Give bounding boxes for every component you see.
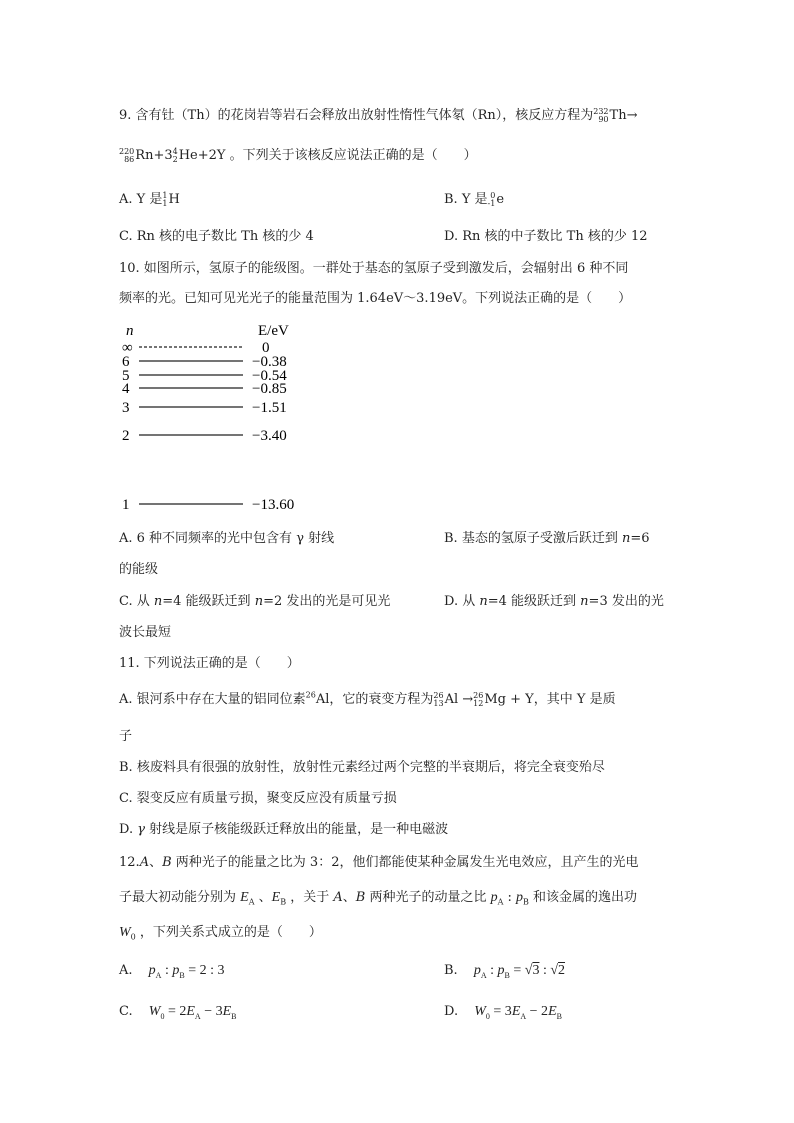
q12-stem-text: 两种光子的能量之比为 3：2，他们都能使某种金属发生光电效应，且产生的光电 xyxy=(171,855,639,870)
energy-levels xyxy=(122,340,294,513)
q9-option-b xyxy=(444,191,504,209)
q10-line2: 频率的光。已知可见光光子的能量范围为 1.64eV～3.19eV。下列说法正确的是（ ） xyxy=(119,291,632,306)
q12-d-w0-sub: 0 xyxy=(485,1011,490,1021)
q9-option-a-label: A. Y 是 xyxy=(119,192,163,207)
q12-option-b xyxy=(444,962,565,980)
al-symbol: Al xyxy=(315,692,330,707)
level-energy-label: −3.40 xyxy=(252,428,287,444)
q10-option-d-pre: D. 从 xyxy=(444,594,480,609)
w0-subscript: 0 xyxy=(130,932,136,942)
q10-option-a: A. 6 种不同频率的光中包含有 γ 射线 xyxy=(119,531,335,546)
q12-option-d xyxy=(444,1003,562,1021)
q12-option-c-formula: $W_0 = 2E_A - 3E_B$ xyxy=(148,1004,237,1021)
q12-d-ea-sub: A xyxy=(520,1011,527,1021)
q12-option-d-formula: $W_0 = 3E_A - 2E_B$ xyxy=(474,1004,562,1021)
mg-symbol: Mg + Y xyxy=(484,692,534,707)
pa-symbol: p xyxy=(490,890,498,905)
q12-number: 12. xyxy=(119,855,140,870)
q10-option-d-n1: n xyxy=(479,594,488,609)
n-header: n xyxy=(126,323,134,339)
q12-stem2-c: 两种光子的动量之比 xyxy=(365,890,491,905)
ea-subscript: A xyxy=(248,897,255,907)
level-n-label: 5 xyxy=(122,368,130,384)
q10-option-c-n1: n xyxy=(153,594,163,609)
q12-option-b-formula: $p_A$ : $p_B = √3$ : √2 xyxy=(473,963,566,980)
level-n-label: 2 xyxy=(122,428,130,444)
level-energy-label: 0 xyxy=(262,340,270,356)
pa-subscript: A xyxy=(497,897,504,907)
q10-option-b-value: =6 xyxy=(630,531,650,546)
q10-option-d-n2: n xyxy=(580,594,589,609)
q10-option-c xyxy=(119,593,390,611)
h-mass: 1 xyxy=(162,190,168,200)
level-energy-label: −0.85 xyxy=(252,381,287,397)
level-energy-label: −13.60 xyxy=(252,497,295,513)
energy-level-diagram xyxy=(112,318,312,518)
q11-option-d xyxy=(119,821,448,839)
level-energy-label: −0.38 xyxy=(252,354,287,370)
q11-option-c: C. 裂变反应有质量亏损，聚变反应没有质量亏损 xyxy=(119,791,397,806)
q12-option-c xyxy=(119,1003,237,1021)
rn-nuclide xyxy=(119,148,134,164)
e-charge: -1 xyxy=(487,198,496,208)
q12-option-a-formula: $p_A$ : $p_B = 2$ : 3 xyxy=(148,963,225,980)
q9-stem-end: He+2Y 。下列关于该核反应说法正确的是（ ） xyxy=(178,148,477,163)
q12-stem3: ，下列关系式成立的是（ ） xyxy=(135,925,322,940)
mg-charge: 12 xyxy=(473,698,484,708)
q10-option-b-text: B. 基态的氢原子受激后跃迁到 xyxy=(444,531,622,546)
e-mass: 0 xyxy=(490,190,496,200)
th-charge: 90 xyxy=(598,114,609,124)
q9-line1 xyxy=(119,107,637,125)
q10-option-c-mid: =4 能级跃迁到 xyxy=(162,594,255,609)
ea-symbol: E xyxy=(240,890,249,905)
q10-option-c-post: =2 发出的光是可见光 xyxy=(263,594,391,609)
q9-stem-text: 9. 含有钍（Th）的花岗岩等岩石会释放出放射性惰性气体氡（Rn），核反应方程为 xyxy=(119,108,594,123)
q12-b-sub-a: A xyxy=(480,970,487,980)
h-symbol: H xyxy=(168,192,180,207)
level-n-label: 4 xyxy=(122,381,130,397)
q10-option-b-n: n xyxy=(621,531,631,546)
level-n-label: 6 xyxy=(122,354,130,370)
sqrt3: 3 xyxy=(532,963,540,978)
q12-stem2-a-letter: A xyxy=(333,890,343,905)
al2-mass: 26 xyxy=(433,690,444,700)
he-charge: 2 xyxy=(172,154,178,164)
q12-stem2-b-letter: B xyxy=(355,890,366,905)
level-n-label: 3 xyxy=(122,400,130,416)
q11-option-a-mid: ，它的衰变方程为 xyxy=(329,692,434,707)
q11-option-a xyxy=(119,691,616,709)
q12-c-w0-sub: 0 xyxy=(160,1011,165,1021)
eb-symbol: E xyxy=(271,890,281,905)
e-nuclide xyxy=(488,192,496,208)
e-header: E/eV xyxy=(258,323,289,339)
q10-option-c-pre: C. 从 xyxy=(119,594,154,609)
q12-stem2-sep2: 、 xyxy=(342,890,356,905)
q12-stem2-b: ，关于 xyxy=(286,890,334,905)
q11-option-a-pre: A. 银河系中存在大量的铝同位素 xyxy=(119,692,306,707)
gamma-symbol: γ xyxy=(137,822,146,837)
q9-line2 xyxy=(119,147,477,165)
q12-stem2-sep: 、 xyxy=(254,890,272,905)
q12-option-c-label: C. xyxy=(119,1004,133,1019)
q12-option-a xyxy=(119,962,224,980)
q12-option-a-label: A. xyxy=(119,963,133,978)
pb-subscript: B xyxy=(523,897,529,907)
q12-a-sub-b: B xyxy=(179,970,185,980)
w0-symbol: W xyxy=(119,925,131,940)
q10-option-b xyxy=(444,530,650,548)
pb-symbol: p xyxy=(516,890,524,905)
th-symbol: Th→ xyxy=(609,108,638,123)
q12-d-eb-sub: B xyxy=(556,1011,562,1021)
level-n-label: 1 xyxy=(122,497,130,513)
q11-option-a-cont: 子 xyxy=(119,729,133,744)
al2-symbol: Al → xyxy=(444,692,474,707)
q10-option-d-mid: =4 能级跃迁到 xyxy=(487,594,581,609)
mg-nuclide xyxy=(473,692,483,708)
q12-b: B xyxy=(162,855,172,870)
q10-line1: 10. 如图所示，氢原子的能级图。一群处于基态的氢原子受到激发后，会辐射出 6 种不同 xyxy=(119,261,629,276)
q12-c-ea-sub: A xyxy=(194,1011,201,1021)
level-n-label: ∞ xyxy=(122,340,133,356)
q9-option-d: D. Rn 核的中子数比 Th 核的少 12 xyxy=(444,229,648,244)
al-mass-superscript: 26 xyxy=(305,690,316,700)
q9-option-c: C. Rn 核的电子数比 Th 核的少 4 xyxy=(119,229,314,244)
q12-c-eb-sub: B xyxy=(231,1011,237,1021)
q10-option-c-cont: 波长最短 xyxy=(119,625,172,640)
q12-line1 xyxy=(119,854,638,872)
q10-option-c-n2: n xyxy=(254,594,264,609)
e-symbol: e xyxy=(496,192,505,207)
q12-line2 xyxy=(119,889,637,907)
q11-option-d-post: 射线是原子核能级跃迁释放出的能量，是一种电磁波 xyxy=(145,822,449,837)
rn-text: Rn+3 xyxy=(135,148,173,163)
q12-sep: 、 xyxy=(149,855,163,870)
q12-stem2-d: 和该金属的逸出功 xyxy=(528,890,638,905)
level-energy-label: −1.51 xyxy=(252,400,287,416)
q9-option-b-label: B. Y 是 xyxy=(444,192,488,207)
al2-charge: 13 xyxy=(433,698,444,708)
h-charge: 1 xyxy=(162,198,168,208)
q11-option-d-pre: D. xyxy=(119,822,138,837)
q10-option-d xyxy=(444,593,664,611)
th-mass: 232 xyxy=(593,106,609,116)
mg-mass: 26 xyxy=(473,690,484,700)
q12-option-b-label: B. xyxy=(444,963,458,978)
th-nuclide xyxy=(593,108,608,124)
ratio-colon: : xyxy=(503,890,517,905)
q10-option-d-post: =3 发出的光 xyxy=(588,594,664,609)
q11-option-b: B. 核废料具有很强的放射性，放射性元素经过两个完整的半衰期后，将完全衰变殆尽 xyxy=(119,760,605,775)
sqrt2: 2 xyxy=(558,963,566,978)
q12-stem2-a: 子最大初动能分别为 xyxy=(119,890,241,905)
q12-line3 xyxy=(119,924,322,942)
q9-option-a xyxy=(119,191,180,209)
eb-subscript: B xyxy=(280,897,287,907)
q12-b-sub-b: B xyxy=(504,970,510,980)
q12-a: A xyxy=(139,855,150,870)
level-energy-label: −0.54 xyxy=(252,368,287,384)
rn-charge: 86 xyxy=(124,154,135,164)
he-mass: 4 xyxy=(172,146,178,156)
h-nuclide xyxy=(162,192,167,208)
q12-a-sub-a: A xyxy=(155,970,162,980)
q11-option-a-post: ，其中 Y 是质 xyxy=(533,692,616,707)
q10-option-a-cont: 的能级 xyxy=(119,562,159,577)
q11-stem: 11. 下列说法正确的是（ ） xyxy=(119,656,300,671)
q12-option-d-label: D. xyxy=(444,1004,459,1019)
rn-mass: 220 xyxy=(119,146,135,156)
he-nuclide xyxy=(173,148,178,164)
al-nuclide xyxy=(433,692,443,708)
